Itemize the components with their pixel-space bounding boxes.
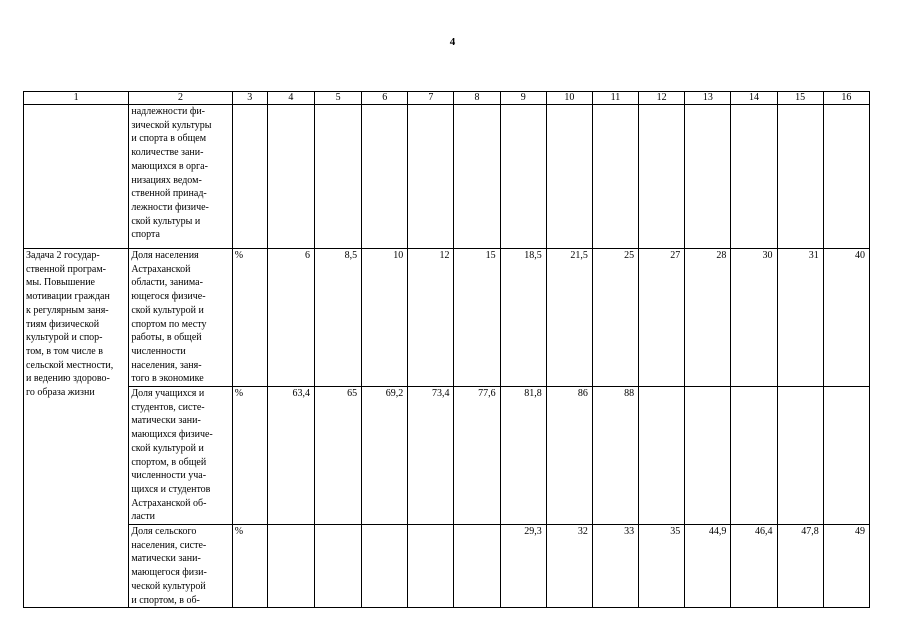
value-cell: 44,9 bbox=[685, 525, 731, 608]
value-cell bbox=[685, 387, 731, 525]
value-cell: 49 bbox=[823, 525, 869, 608]
indicators-table bbox=[23, 91, 870, 608]
value-cell bbox=[777, 105, 823, 249]
value-cell bbox=[546, 105, 592, 249]
value-cell: 86 bbox=[546, 387, 592, 525]
unit-cell: % bbox=[232, 387, 267, 525]
value-cell: 8,5 bbox=[314, 249, 361, 387]
value-cell: 28 bbox=[685, 249, 731, 387]
value-cell bbox=[823, 387, 869, 525]
column-header: 13 bbox=[685, 92, 731, 105]
value-cell bbox=[639, 387, 685, 525]
value-cell: 46,4 bbox=[731, 525, 777, 608]
value-cell: 10 bbox=[362, 249, 408, 387]
value-cell: 25 bbox=[592, 249, 638, 387]
column-header: 11 bbox=[592, 92, 638, 105]
indicator-cell: Доля учащихся и студентов, систе- матически зани- мающихся физиче- ской культурой и спортом, в общей численности уча- щихся и студентов Астраханской об- ласти bbox=[129, 387, 232, 525]
value-cell: 69,2 bbox=[362, 387, 408, 525]
value-cell bbox=[362, 105, 408, 249]
column-header: 4 bbox=[267, 92, 314, 105]
value-cell bbox=[731, 105, 777, 249]
value-cell: 6 bbox=[267, 249, 314, 387]
column-header: 6 bbox=[362, 92, 408, 105]
column-header: 3 bbox=[232, 92, 267, 105]
unit-cell bbox=[232, 105, 267, 249]
value-cell: 65 bbox=[314, 387, 361, 525]
value-cell bbox=[731, 387, 777, 525]
value-cell: 47,8 bbox=[777, 525, 823, 608]
value-cell bbox=[500, 105, 546, 249]
header-row bbox=[24, 92, 870, 105]
column-header: 2 bbox=[129, 92, 232, 105]
unit-cell: % bbox=[232, 249, 267, 387]
value-cell bbox=[685, 105, 731, 249]
task-cell: Задача 2 государ- ственной програм- мы. Повышение мотивации граждан к регулярным заня- тиям физической культурой и спор- том, в том числе в сельской местности, и ведению здорово- го образа жизни bbox=[24, 249, 129, 608]
value-cell bbox=[362, 525, 408, 608]
value-cell bbox=[639, 105, 685, 249]
value-cell bbox=[592, 105, 638, 249]
value-cell bbox=[454, 525, 500, 608]
value-cell bbox=[314, 525, 361, 608]
value-cell: 18,5 bbox=[500, 249, 546, 387]
unit-cell: % bbox=[232, 525, 267, 608]
value-cell: 32 bbox=[546, 525, 592, 608]
column-header: 12 bbox=[639, 92, 685, 105]
value-cell: 33 bbox=[592, 525, 638, 608]
page-number: 4 bbox=[449, 36, 456, 48]
indicator-cell: Доля населения Астраханской области, занима- ющегося физиче- ской культурой и спортом по месту работы, в общей численности населения, заня- того в экономике bbox=[129, 249, 232, 387]
value-cell: 15 bbox=[454, 249, 500, 387]
value-cell: 12 bbox=[408, 249, 454, 387]
column-header: 16 bbox=[823, 92, 869, 105]
column-header: 8 bbox=[454, 92, 500, 105]
value-cell: 21,5 bbox=[546, 249, 592, 387]
value-cell: 77,6 bbox=[454, 387, 500, 525]
value-cell: 27 bbox=[639, 249, 685, 387]
column-header: 10 bbox=[546, 92, 592, 105]
value-cell bbox=[408, 525, 454, 608]
value-cell: 40 bbox=[823, 249, 869, 387]
value-cell: 31 bbox=[777, 249, 823, 387]
value-cell: 29,3 bbox=[500, 525, 546, 608]
value-cell bbox=[454, 105, 500, 249]
column-header: 9 bbox=[500, 92, 546, 105]
value-cell: 88 bbox=[592, 387, 638, 525]
value-cell bbox=[408, 105, 454, 249]
column-header: 1 bbox=[24, 92, 129, 105]
column-header: 14 bbox=[731, 92, 777, 105]
indicator-cell: Доля сельского населения, систе- матически зани- мающегося физи- ческой культурой и спортом, в об- bbox=[129, 525, 232, 608]
value-cell bbox=[777, 387, 823, 525]
task-cell-empty bbox=[24, 105, 129, 249]
table-row bbox=[24, 249, 870, 387]
table-row bbox=[24, 525, 870, 608]
value-cell bbox=[314, 105, 361, 249]
value-cell: 30 bbox=[731, 249, 777, 387]
table-row bbox=[24, 387, 870, 525]
table-row bbox=[24, 105, 870, 249]
indicator-cell: надлежности фи- зической культуры и спорта в общем количестве зани- мающихся в орга- низациях ведом- ственной принад- лежности физиче- ской культуры и спорта bbox=[129, 105, 232, 249]
column-header: 5 bbox=[314, 92, 361, 105]
value-cell: 35 bbox=[639, 525, 685, 608]
value-cell bbox=[267, 525, 314, 608]
value-cell: 63,4 bbox=[267, 387, 314, 525]
column-header: 7 bbox=[408, 92, 454, 105]
value-cell bbox=[267, 105, 314, 249]
column-header: 15 bbox=[777, 92, 823, 105]
value-cell: 73,4 bbox=[408, 387, 454, 525]
value-cell: 81,8 bbox=[500, 387, 546, 525]
value-cell bbox=[823, 105, 869, 249]
